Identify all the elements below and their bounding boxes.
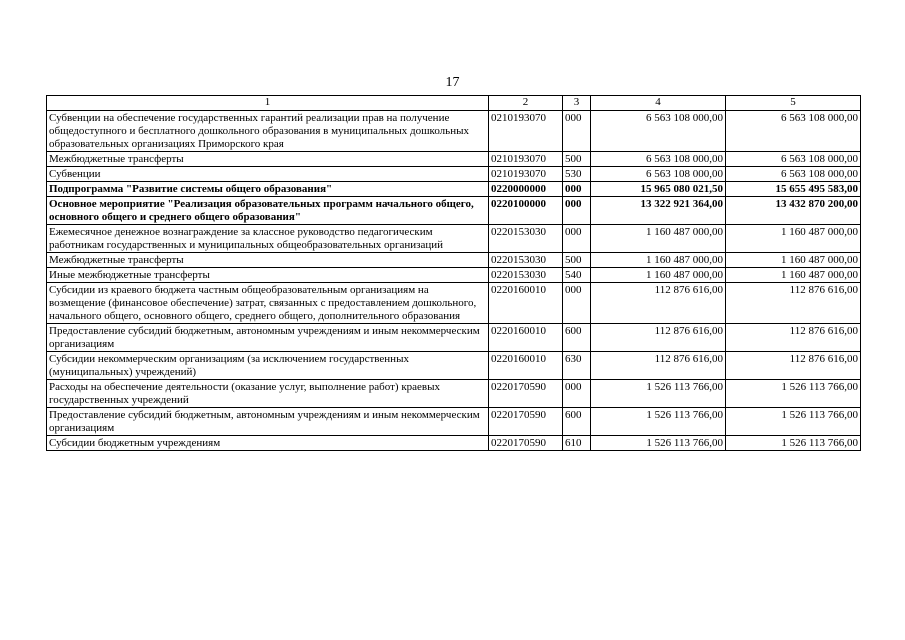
column-header-amount-2: 5 <box>726 96 861 111</box>
column-header-name: 1 <box>47 96 489 111</box>
table-row <box>47 152 861 167</box>
row-name-cell: Подпрограмма "Развитие системы общего образования" <box>47 182 489 197</box>
row-amount-1-cell: 1 526 113 766,00 <box>591 436 726 451</box>
table-row <box>47 268 861 283</box>
row-name-cell: Предоставление субсидий бюджетным, автономным учреждениям и иным некоммерческим организациям <box>47 324 489 352</box>
table-row <box>47 324 861 352</box>
row-amount-2-cell: 6 563 108 000,00 <box>726 152 861 167</box>
row-code-cell: 0220153030 <box>489 268 563 283</box>
row-amount-2-cell: 13 432 870 200,00 <box>726 197 861 225</box>
table-row <box>47 408 861 436</box>
table-row <box>47 197 861 225</box>
row-code-cell: 0220170590 <box>489 436 563 451</box>
row-name-cell: Субсидии из краевого бюджета частным общеобразовательным организациям на возмещение (финансовое обеспечение) затрат, связанных с предоставлением дошкольного, начального общего, основного общего, среднего общего, дополнительного образования <box>47 283 489 324</box>
row-amount-2-cell: 6 563 108 000,00 <box>726 111 861 152</box>
budget-table <box>46 95 861 451</box>
row-type-cell: 630 <box>563 352 591 380</box>
row-type-cell: 610 <box>563 436 591 451</box>
row-name-cell: Межбюджетные трансферты <box>47 152 489 167</box>
row-code-cell: 0220170590 <box>489 408 563 436</box>
row-amount-1-cell: 112 876 616,00 <box>591 324 726 352</box>
row-code-cell: 0220153030 <box>489 253 563 268</box>
table-row <box>47 380 861 408</box>
row-type-cell: 500 <box>563 253 591 268</box>
row-type-cell: 600 <box>563 324 591 352</box>
row-code-cell: 0220153030 <box>489 225 563 253</box>
row-code-cell: 0210193070 <box>489 167 563 182</box>
row-type-cell: 000 <box>563 197 591 225</box>
row-code-cell: 0220160010 <box>489 352 563 380</box>
row-amount-1-cell: 1 160 487 000,00 <box>591 253 726 268</box>
column-header-amount-1: 4 <box>591 96 726 111</box>
row-amount-1-cell: 6 563 108 000,00 <box>591 167 726 182</box>
row-type-cell: 000 <box>563 380 591 408</box>
row-amount-1-cell: 13 322 921 364,00 <box>591 197 726 225</box>
row-name-cell: Субсидии бюджетным учреждениям <box>47 436 489 451</box>
row-code-cell: 0220160010 <box>489 283 563 324</box>
row-amount-1-cell: 1 526 113 766,00 <box>591 408 726 436</box>
row-name-cell: Субвенции <box>47 167 489 182</box>
table-row <box>47 111 861 152</box>
row-amount-2-cell: 1 526 113 766,00 <box>726 380 861 408</box>
row-type-cell: 600 <box>563 408 591 436</box>
row-amount-2-cell: 1 526 113 766,00 <box>726 436 861 451</box>
row-amount-1-cell: 15 965 080 021,50 <box>591 182 726 197</box>
row-code-cell: 0220000000 <box>489 182 563 197</box>
table-row <box>47 283 861 324</box>
row-amount-2-cell: 1 526 113 766,00 <box>726 408 861 436</box>
row-code-cell: 0220160010 <box>489 324 563 352</box>
table-row <box>47 182 861 197</box>
row-amount-2-cell: 6 563 108 000,00 <box>726 167 861 182</box>
row-amount-1-cell: 112 876 616,00 <box>591 283 726 324</box>
column-header-code: 2 <box>489 96 563 111</box>
row-type-cell: 000 <box>563 225 591 253</box>
row-amount-2-cell: 15 655 495 583,00 <box>726 182 861 197</box>
row-amount-2-cell: 1 160 487 000,00 <box>726 225 861 253</box>
row-name-cell: Иные межбюджетные трансферты <box>47 268 489 283</box>
row-amount-2-cell: 112 876 616,00 <box>726 324 861 352</box>
row-amount-2-cell: 112 876 616,00 <box>726 283 861 324</box>
page-number: 17 <box>445 75 460 90</box>
row-amount-1-cell: 6 563 108 000,00 <box>591 111 726 152</box>
table-row <box>47 253 861 268</box>
row-amount-2-cell: 1 160 487 000,00 <box>726 253 861 268</box>
row-name-cell: Ежемесячное денежное вознаграждение за классное руководство педагогическим работникам государственных и муниципальных общеобразовательных организаций <box>47 225 489 253</box>
row-name-cell: Предоставление субсидий бюджетным, автономным учреждениям и иным некоммерческим организациям <box>47 408 489 436</box>
row-type-cell: 530 <box>563 167 591 182</box>
row-name-cell: Межбюджетные трансферты <box>47 253 489 268</box>
row-type-cell: 000 <box>563 111 591 152</box>
row-code-cell: 0220170590 <box>489 380 563 408</box>
row-amount-1-cell: 112 876 616,00 <box>591 352 726 380</box>
table-header-row <box>47 96 861 111</box>
row-code-cell: 0210193070 <box>489 111 563 152</box>
row-amount-1-cell: 1 160 487 000,00 <box>591 268 726 283</box>
row-amount-2-cell: 112 876 616,00 <box>726 352 861 380</box>
row-type-cell: 000 <box>563 182 591 197</box>
row-name-cell: Субсидии некоммерческим организациям (за исключением государственных (муниципальных) учреждений) <box>47 352 489 380</box>
row-amount-1-cell: 1 160 487 000,00 <box>591 225 726 253</box>
row-type-cell: 000 <box>563 283 591 324</box>
row-code-cell: 0210193070 <box>489 152 563 167</box>
row-name-cell: Субвенции на обеспечение государственных гарантий реализации прав на получение общедоступного и бесплатного дошкольного образования в муниципальных дошкольных образовательных организациях Приморского края <box>47 111 489 152</box>
row-type-cell: 500 <box>563 152 591 167</box>
row-name-cell: Основное мероприятие "Реализация образовательных программ начального общего, основного общего и среднего общего образования" <box>47 197 489 225</box>
row-amount-1-cell: 6 563 108 000,00 <box>591 152 726 167</box>
table-row <box>47 352 861 380</box>
row-code-cell: 0220100000 <box>489 197 563 225</box>
table-row <box>47 225 861 253</box>
table-row <box>47 436 861 451</box>
row-amount-1-cell: 1 526 113 766,00 <box>591 380 726 408</box>
table-body <box>47 111 861 451</box>
table-row <box>47 167 861 182</box>
row-amount-2-cell: 1 160 487 000,00 <box>726 268 861 283</box>
row-type-cell: 540 <box>563 268 591 283</box>
row-name-cell: Расходы на обеспечение деятельности (оказание услуг, выполнение работ) краевых государственных учреждений <box>47 380 489 408</box>
column-header-type: 3 <box>563 96 591 111</box>
